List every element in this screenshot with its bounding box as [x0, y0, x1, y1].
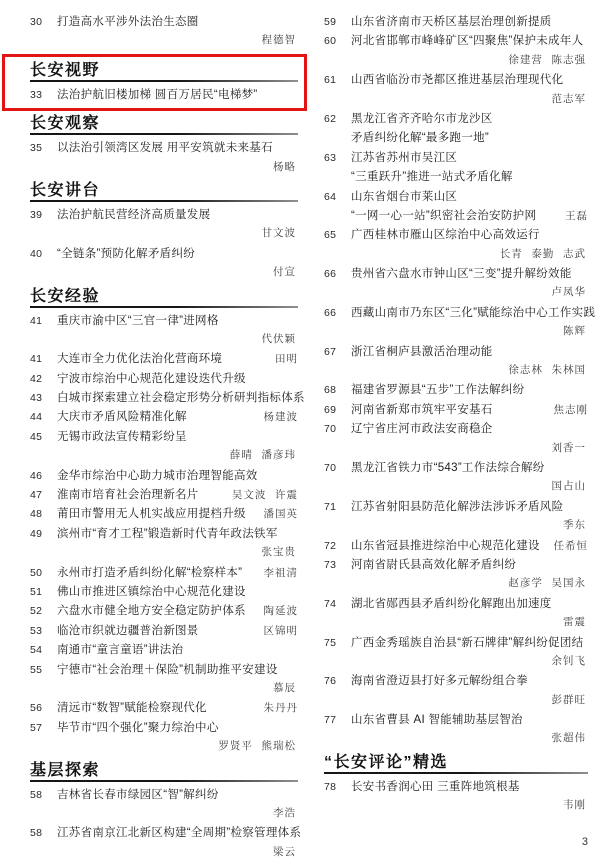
- entry-title: 宁德市“社会治理＋保险”机制助推平安建设: [57, 663, 278, 676]
- toc-entry: [30, 139, 298, 158]
- entry-title: 滨州市“育才工程”锻造新时代青年政法铁军: [57, 527, 278, 540]
- section-title: 长安经验: [30, 287, 101, 305]
- entry-page-number: 53: [30, 624, 43, 637]
- entry-title: 临沧市织就边疆普治新图景: [57, 624, 199, 637]
- entry-title: 河南省新郑市筑牢平安基石: [351, 403, 493, 416]
- toc-entry: [30, 661, 298, 680]
- section-rule: [30, 80, 298, 82]
- entry-author: 卢凤华: [551, 287, 586, 299]
- entry-author: 甘文波: [261, 228, 296, 240]
- entry-page-number: 60: [324, 35, 337, 48]
- toc-entry: [30, 389, 305, 408]
- toc-entry: [324, 634, 588, 653]
- entry-author: 杨略: [273, 161, 296, 173]
- entry-title: 六盘水市健全地方安全稳定防护体系: [57, 605, 246, 618]
- toc-entry: [324, 595, 588, 614]
- entry-author: 季东: [563, 520, 586, 532]
- entry-page-number: 46: [30, 469, 43, 482]
- toc-entry: [30, 719, 298, 738]
- entry-author: 代伏颖: [261, 333, 296, 345]
- toc-entry: [324, 188, 588, 207]
- toc-entry: [30, 824, 302, 843]
- entry-author: 薛晴 潘彦玮: [229, 450, 296, 462]
- entry-title: 海南省澄迈县打好多元解纷组合拳: [351, 675, 528, 688]
- section-rule: [324, 772, 588, 774]
- entry-author: 余钊飞: [551, 655, 586, 667]
- toc-entry: [30, 245, 298, 264]
- entry-page-number: 47: [30, 489, 43, 502]
- toc-entry: [30, 622, 298, 641]
- entry-page-number: 63: [324, 151, 337, 164]
- entry-author: 潘国英: [263, 509, 298, 521]
- entry-page-number: 74: [324, 597, 337, 610]
- entry-title: 重庆市渝中区“三官一律”进网格: [57, 314, 219, 327]
- toc-entry: [30, 786, 298, 805]
- toc-entry: [324, 778, 588, 797]
- section-title: 长安讲台: [30, 181, 101, 199]
- toc-column-right: [324, 13, 596, 817]
- entry-page-number: 69: [324, 403, 337, 416]
- entry-page-number: 68: [324, 384, 337, 397]
- entry-title-continued: “三重跃升”推进一站式矛盾化解: [351, 171, 513, 184]
- entry-page-number: 62: [324, 112, 337, 125]
- entry-title: 清远市“数智”赋能检察现代化: [57, 702, 207, 715]
- toc-entry: [324, 381, 588, 400]
- entry-page-number: 70: [324, 461, 337, 474]
- entry-page-number: 57: [30, 721, 43, 734]
- entry-title: 湖北省郧西县矛盾纠纷化解跑出加速度: [351, 597, 552, 610]
- entry-title: 河北省邯郸市峰峰矿区“四聚焦”保护未成年人: [351, 35, 584, 48]
- section-rule: [30, 133, 298, 135]
- entry-author: 梁云: [273, 846, 296, 858]
- toc-section: [30, 61, 298, 84]
- toc-entry: [324, 556, 588, 575]
- entry-page-number: 30: [30, 16, 43, 28]
- entry-page-number: 49: [30, 527, 43, 540]
- entry-author: 李祖清: [263, 567, 298, 579]
- toc-section: [30, 287, 298, 310]
- section-title: 基层探索: [30, 761, 101, 779]
- toc-entry: [324, 226, 588, 245]
- section-rule: [30, 306, 298, 308]
- toc-entry: [30, 486, 298, 505]
- entry-page-number: 73: [324, 558, 337, 571]
- entry-title: “全链条”预防化解矛盾纠纷: [57, 247, 196, 260]
- entry-author: 付宣: [273, 267, 296, 279]
- toc-entry: [324, 537, 588, 556]
- entry-page-number: 48: [30, 508, 43, 521]
- toc-entry: [324, 32, 588, 51]
- section-title: “长安评论”精选: [324, 753, 449, 771]
- toc-entry: [30, 350, 298, 369]
- toc-entry: [324, 343, 588, 362]
- toc-entry: [30, 13, 298, 32]
- entry-title: 无锡市政法宣传精彩纷呈: [57, 430, 187, 443]
- entry-author: 张宝贵: [261, 547, 296, 559]
- entry-author: 徐建营 陈志强: [508, 54, 586, 66]
- entry-title-continued: “一网一心一站”织密社会治安防护网: [351, 209, 537, 222]
- entry-author: 徐志林 朱林国: [508, 365, 586, 377]
- entry-author: 陈辉: [563, 326, 586, 338]
- entry-title: 江苏省射阳县防范化解涉法涉诉矛盾风险: [351, 500, 564, 513]
- entry-title: 辽宁省庄河市政法安商稳企: [351, 423, 493, 436]
- entry-title: 长安书香润心田 三重阵地筑根基: [351, 780, 520, 793]
- entry-page-number: 33: [30, 88, 43, 101]
- entry-page-number: 59: [324, 16, 337, 28]
- toc-entry: [324, 401, 588, 420]
- entry-title: 贵州省六盘水市钟山区“三变”提升解纷效能: [351, 268, 572, 281]
- toc-entry: [30, 370, 298, 389]
- entry-author: 朱丹丹: [263, 703, 298, 715]
- entry-title: 法治护航旧楼加梯 圆百万居民“电梯梦”: [57, 88, 258, 101]
- entry-author: 罗贤平 熊瑞松: [218, 741, 296, 753]
- entry-author: 刘香一: [551, 442, 586, 454]
- entry-page-number: 72: [324, 539, 337, 552]
- entry-page-number: 67: [324, 345, 337, 358]
- entry-page-number: 52: [30, 605, 43, 618]
- entry-author: 张超伟: [551, 733, 586, 745]
- toc-entry: [30, 564, 298, 583]
- entry-page-number: 58: [30, 788, 43, 801]
- toc-entry: [324, 459, 588, 478]
- section-rule: [30, 200, 298, 202]
- toc-entry: [324, 304, 596, 323]
- entry-title: 大连市全力优化法治化营商环境: [57, 353, 223, 366]
- entry-page-number: 42: [30, 372, 43, 385]
- toc-entry: [30, 505, 298, 524]
- entry-title: 江苏省南京江北新区构建“全周期”检察管理体系: [57, 827, 302, 840]
- entry-title: 佛山市推进区镇综治中心规范化建设: [57, 585, 246, 598]
- toc-entry: [30, 206, 298, 225]
- toc-entry: [324, 672, 588, 691]
- entry-author: 田明: [275, 354, 298, 366]
- entry-author: 韦刚: [563, 800, 586, 812]
- entry-page-number: 41: [30, 314, 43, 327]
- entry-author: 赵彦学 吴国永: [508, 578, 586, 590]
- entry-title: 金华市综治中心助力城市治理智能高效: [57, 469, 258, 482]
- entry-title: 浙江省桐庐县激活治理动能: [351, 345, 493, 358]
- entry-author: 区锦明: [263, 625, 298, 637]
- toc-entry: [30, 602, 298, 621]
- entry-page-number: 50: [30, 566, 43, 579]
- entry-page-number: 64: [324, 190, 337, 203]
- entry-title-line2: [324, 168, 588, 187]
- entry-page-number: 39: [30, 208, 43, 221]
- toc-section: [30, 181, 298, 204]
- entry-title: 山东省冠县推进综治中心规范化建设: [351, 539, 540, 552]
- entry-page-number: 71: [324, 500, 337, 513]
- entry-title: 南通市“童言童语”讲法治: [57, 644, 184, 657]
- entry-title: 白城市探索建立社会稳定形势分析研判指标体系: [57, 392, 305, 405]
- toc-entry: [324, 149, 588, 168]
- entry-page-number: 76: [324, 675, 337, 688]
- entry-title: 打造高水平涉外法治生态圈: [57, 16, 199, 28]
- entry-title: 西藏山南市乃东区“三化”赋能综治中心工作实践: [351, 306, 596, 319]
- toc-section: [30, 114, 298, 137]
- toc-entry: [30, 312, 298, 331]
- entry-author: 王磊: [565, 210, 588, 222]
- toc-entry: [30, 467, 298, 486]
- entry-title: 永州市打造矛盾纠纷化解“检察样本”: [57, 566, 243, 579]
- entry-title: 毕节市“四个强化”聚力综治中心: [57, 721, 219, 734]
- entry-author: 雷震: [563, 617, 586, 629]
- entry-author: 陶延波: [263, 606, 298, 618]
- entry-title: 福建省罗源县“五步”工作法解纠纷: [351, 384, 525, 397]
- entry-title: 以法治引领湾区发展 用平安筑就未来基石: [57, 142, 273, 155]
- entry-author: 彭群旺: [551, 694, 586, 706]
- section-title: 长安观察: [30, 115, 101, 133]
- toc-entry: [324, 110, 588, 129]
- entry-author: 李浩: [273, 807, 296, 819]
- toc-section: [30, 761, 298, 784]
- toc-entry: [30, 86, 298, 105]
- entry-title-continued: 矛盾纠纷化解“最多跑一地”: [351, 132, 490, 145]
- entry-author: 杨建波: [263, 412, 298, 424]
- entry-title: 山东省烟台市莱山区: [351, 190, 458, 203]
- entry-page-number: 54: [30, 644, 43, 657]
- entry-title: 黑龙江省齐齐哈尔市龙沙区: [351, 112, 493, 125]
- entry-title: 广西桂林市雁山区综治中心高效运行: [351, 229, 540, 242]
- entry-page-number: 77: [324, 714, 337, 727]
- section-rule: [30, 780, 298, 782]
- toc-entry: [324, 498, 588, 517]
- entry-author: 慕辰: [273, 682, 296, 694]
- entry-author: 范志军: [551, 93, 586, 105]
- entry-page-number: 45: [30, 430, 43, 443]
- entry-page-number: 75: [324, 636, 337, 649]
- entry-author: 长青 泰勤 志武: [499, 248, 586, 260]
- toc-entry: [324, 13, 588, 32]
- toc-entry: [30, 525, 298, 544]
- entry-page-number: 43: [30, 392, 43, 405]
- page-number: 3: [581, 836, 588, 848]
- entry-author: 焦志刚: [553, 404, 588, 416]
- toc-entry: [324, 265, 588, 284]
- entry-title: 山东省曹县 AI 智能辅助基层智治: [351, 714, 523, 727]
- toc-column-left: [30, 13, 305, 863]
- toc-entry: [30, 428, 298, 447]
- toc-entry: [324, 420, 588, 439]
- entry-title-line2: [324, 129, 588, 148]
- entry-page-number: 40: [30, 247, 43, 260]
- entry-title: 莆田市警用无人机实战应用提档升级: [57, 508, 246, 521]
- entry-page-number: 78: [324, 780, 337, 793]
- entry-title: 广西金秀瑶族自治县“新石牌律”解纠纷促团结: [351, 636, 584, 649]
- highlight-box: [2, 54, 307, 111]
- entry-author: 吴文波 许震: [231, 490, 298, 502]
- entry-title: 法治护航民营经济高质量发展: [57, 208, 211, 221]
- entry-author: 任希恒: [553, 540, 588, 552]
- entry-title: 山西省临汾市尧都区推进基层治理现代化: [351, 74, 564, 87]
- toc-entry: [30, 408, 298, 427]
- toc-entry: [324, 71, 588, 90]
- entry-page-number: 65: [324, 229, 337, 242]
- entry-page-number: 41: [30, 353, 43, 366]
- entry-author: 程德智: [261, 35, 296, 47]
- entry-title-line2: [324, 207, 588, 226]
- entry-title: 宁波市综治中心规范化建设迭代升级: [57, 372, 246, 385]
- entry-page-number: 55: [30, 663, 43, 676]
- toc-entry: [30, 583, 298, 602]
- entry-page-number: 70: [324, 423, 337, 436]
- entry-page-number: 51: [30, 585, 43, 598]
- entry-page-number: 35: [30, 142, 43, 155]
- entry-page-number: 66: [324, 306, 337, 319]
- entry-page-number: 58: [30, 827, 43, 840]
- entry-title: 江苏省苏州市吴江区: [351, 151, 458, 164]
- entry-title: 黑龙江省铁力市“543”工作法综合解纷: [351, 461, 545, 474]
- entry-title: 山东省济南市天桥区基层治理创新提质: [351, 16, 552, 28]
- toc-section: [324, 753, 588, 776]
- toc-entry: [30, 699, 298, 718]
- entry-page-number: 66: [324, 268, 337, 281]
- entry-page-number: 61: [324, 74, 337, 87]
- toc-entry: [324, 711, 588, 730]
- entry-title: 吉林省长春市绿园区“智”解纠纷: [57, 788, 219, 801]
- section-title: 长安视野: [30, 61, 101, 79]
- entry-title: 淮南市培育社会治理新名片: [57, 489, 199, 502]
- entry-title: 大庆市矛盾风险精准化解: [57, 411, 187, 424]
- entry-title: 河南省尉氏县高效化解矛盾纠纷: [351, 558, 517, 571]
- entry-author: 国占山: [551, 481, 586, 493]
- entry-page-number: 44: [30, 411, 43, 424]
- toc-entry: [30, 641, 298, 660]
- entry-page-number: 56: [30, 702, 43, 715]
